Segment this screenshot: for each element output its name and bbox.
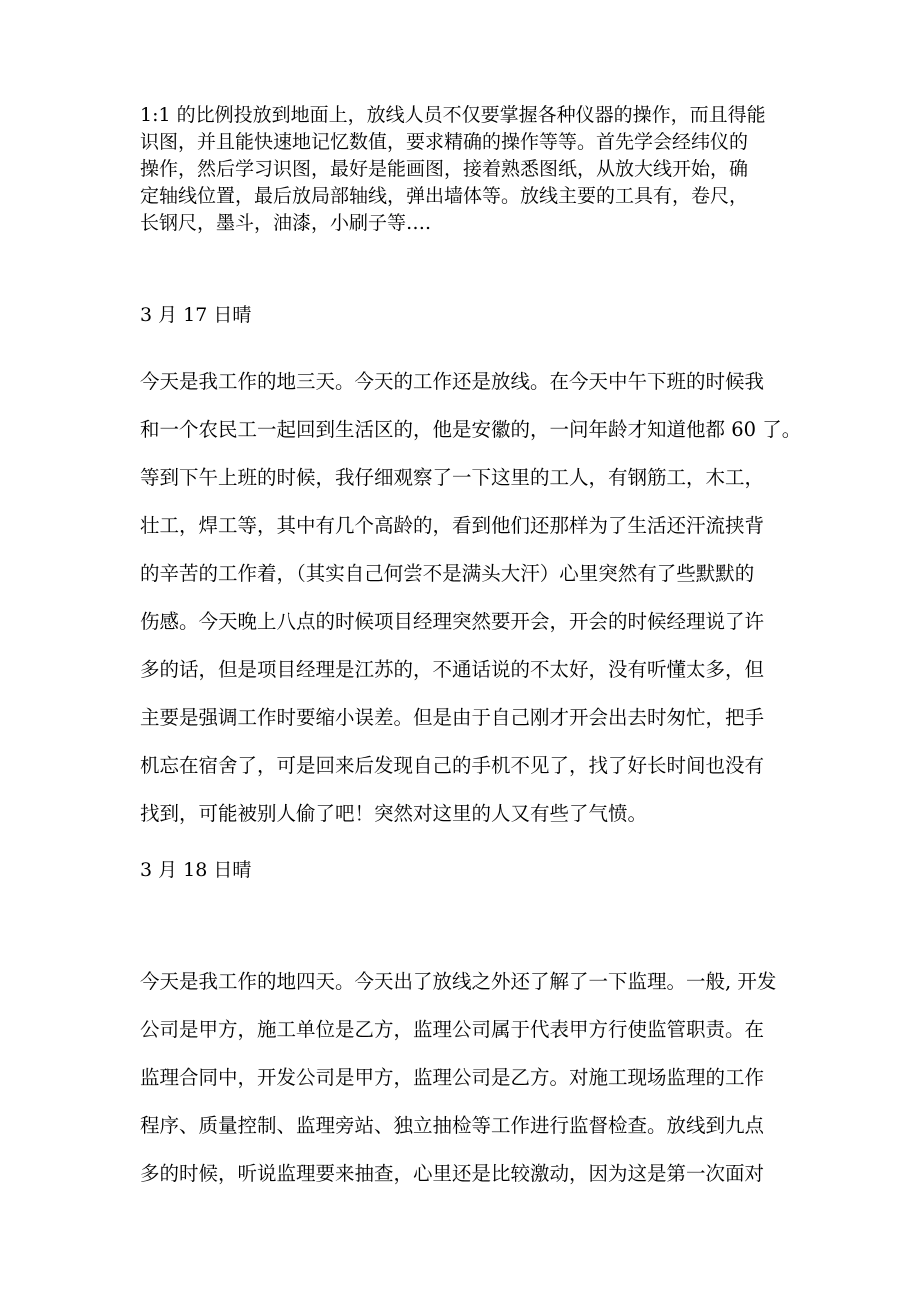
text-line: 今天是我工作的地三天。今天的工作还是放线。在今天中午下班的时候我 — [140, 370, 765, 393]
text-line: 监理合同中，开发公司是甲方，监理公司是乙方。对施工现场监理的工作 — [140, 1066, 765, 1089]
text-line: 长钢尺，墨斗，油漆，小刷子等…. — [140, 212, 432, 234]
text-line: 等到下午上班的时候，我仔细观察了一下这里的工人，有钢筋工，木工， — [140, 466, 765, 489]
text-line: 多的时候，听说监理要来抽查，心里还是比较激动，因为这是第一次面对 — [140, 1162, 765, 1185]
text-line: 定轴线位置，最后放局部轴线，弹出墙体等。放线主要的工具有，卷尺， — [140, 185, 749, 207]
date-heading-0317: 3 月 17 日晴 — [140, 304, 252, 326]
text-line: 识图，并且能快速地记忆数值，要求精确的操作等等。首先学会经纬仪的 — [140, 131, 749, 153]
text-line: 找到，可能被别人偷了吧！突然对这里的人又有些了气愤。 — [140, 802, 648, 825]
text-line: 操作，然后学习识图，最好是能画图，接着熟悉图纸，从放大线开始，确 — [140, 158, 749, 180]
text-line: 今天是我工作的地四天。今天出了放线之外还了解了一下监理。一般, 开发 — [140, 970, 777, 993]
text-line: 和一个农民工一起回到生活区的，他是安徽的，一问年龄才知道他都 60 了。 — [140, 418, 802, 441]
text-line: 程序、质量控制、监理旁站、独立抽检等工作进行监督检查。放线到九点 — [140, 1114, 765, 1137]
text-line: 1:1 的比例投放到地面上，放线人员不仅要掌握各种仪器的操作，而且得能 — [140, 104, 766, 126]
text-line: 主要是强调工作时要缩小误差。但是由于自己刚才开会出去时匆忙，把手 — [140, 706, 765, 729]
date-heading-0318: 3 月 18 日晴 — [140, 859, 252, 881]
text-line: 多的话，但是项目经理是江苏的，不通话说的不太好，没有听懂太多，但 — [140, 658, 765, 681]
text-line: 的辛苦的工作着，（其实自己何尝不是满头大汗）心里突然有了些默默的 — [140, 562, 755, 585]
text-line: 壮工，焊工等，其中有几个高龄的，看到他们还那样为了生活还汗流挟背 — [140, 514, 765, 537]
text-line: 伤感。今天晚上八点的时候项目经理突然要开会，开会的时候经理说了许 — [140, 610, 765, 633]
text-line: 机忘在宿舍了，可是回来后发现自己的手机不见了，找了好长时间也没有 — [140, 754, 765, 777]
text-line: 公司是甲方，施工单位是乙方，监理公司属于代表甲方行使监管职责。在 — [140, 1018, 765, 1041]
